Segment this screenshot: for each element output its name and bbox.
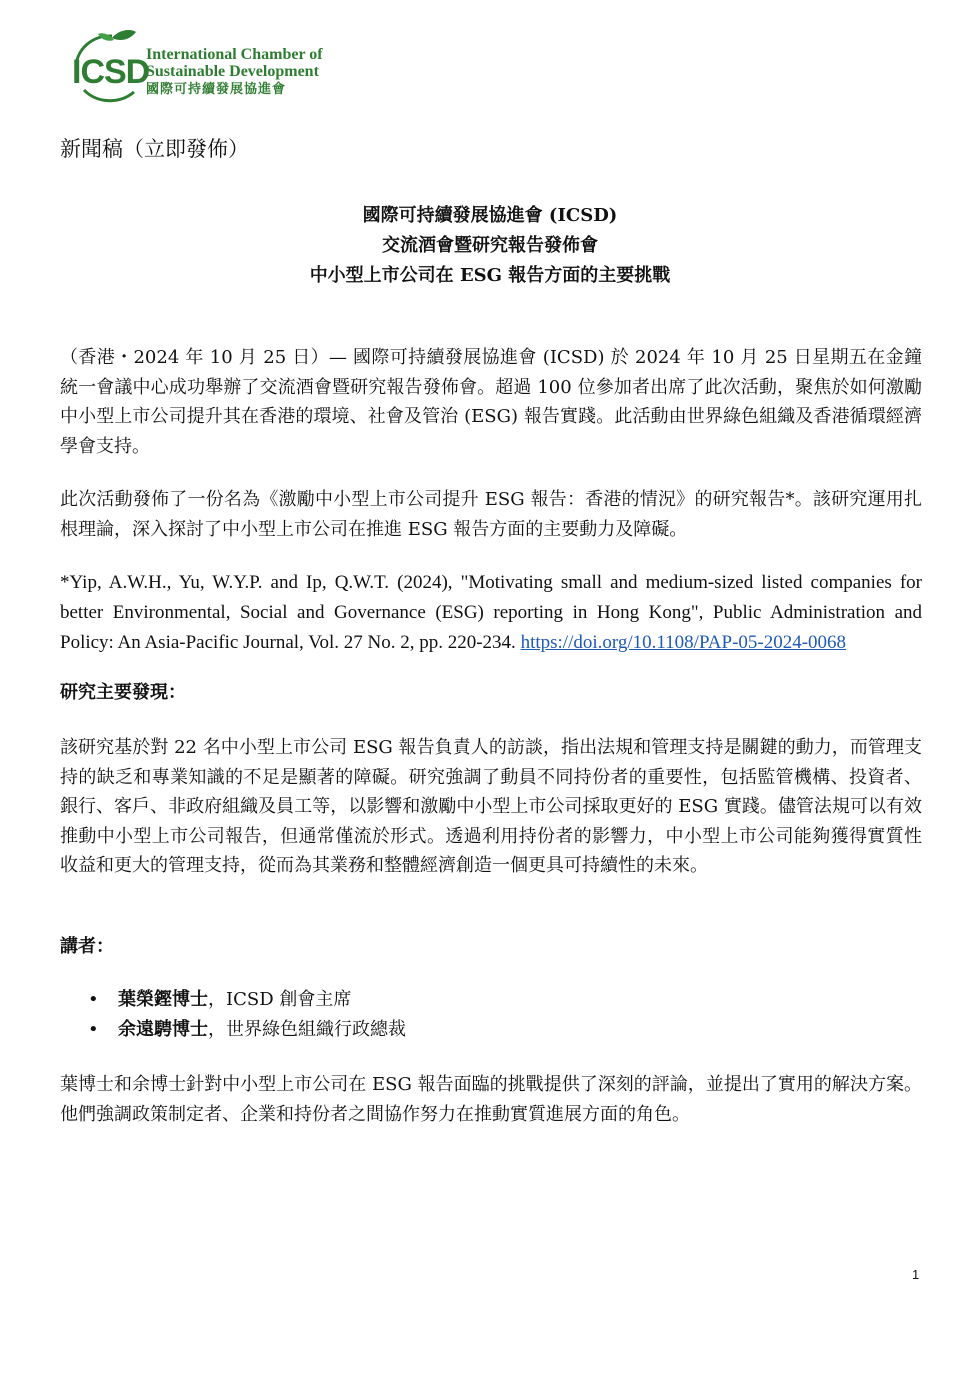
page-number: 1 [912, 1267, 920, 1282]
logo-name-en-line1: International Chamber of [146, 46, 323, 63]
list-item [84, 985, 406, 1015]
bullet-icon: • [88, 989, 99, 1010]
title-topic: 中小型上市公司在 ESG 報告方面的主要挑戰 [309, 265, 671, 286]
press-release-label: 新聞稿（立即發佈） [60, 137, 249, 161]
speaker-role: ，世界綠色組織行政總裁 [208, 1019, 406, 1040]
findings-paragraph: 該研究基於對 22 名中小型上市公司 ESG 報告負責人的訪談，指出法規和管理支持是關鍵的動力，而管理支持的缺乏和專業知識的不足是顯著的障礙。研究強調了動員不同持份者的重要性，包括監管機構、投資者、銀行、客戶、非政府組織及員工等，以影響和激勵中小型上市公司採取更好的 ESG 實踐。儘管法規可以有效推動中小型上市公司報告，但通常僅流於形式。透過利用持份者的影響力，中小型上市公司能夠獲得實質性收益和更大的管理支持，從而為其業務和整體經濟創造一個更具可持續性的未來。 [60, 737, 922, 876]
citation-paragraph [60, 568, 922, 658]
speaker-role: ，ICSD 創會主席 [208, 989, 352, 1010]
report-paragraph: 此次活動發佈了一份名為《激勵中小型上市公司提升 ESG 報告：香港的情況》的研究報告*。該研究運用扎根理論，深入探討了中小型上市公司在推進 ESG 報告方面的主要動力及障礙。 [60, 489, 922, 540]
speakers-list [84, 985, 406, 1045]
title-block [60, 201, 920, 291]
logo-name-zh: 國際可持續發展協進會 [146, 81, 287, 96]
title-event: 交流酒會暨研究報告發佈會 [382, 235, 598, 256]
citation-text: *Yip, A.W.H., Yu, W.Y.P. and Ip, Q.W.T. (2024), "Motivating small and medium-sized listed companies for better Environmental, Social and Governance (ESG) reporting in Hong Kong", Public Administration and Policy: An Asia-Pacific Journal, Vol. 27 No. 2, pp. 220-234. [60, 572, 922, 653]
doi-link[interactable]: https://doi.org/10.1108/PAP-05-2024-0068 [520, 632, 847, 653]
speaker-name: 葉榮鏗博士 [118, 989, 208, 1010]
list-item [84, 1015, 406, 1045]
title-organization: 國際可持續發展協進會 (ICSD) [362, 205, 618, 226]
intro-paragraph: （香港・2024 年 10 月 25 日）— 國際可持續發展協進會 (ICSD) 於 2024 年 10 月 25 日星期五在金鐘統一會議中心成功舉辦了交流酒會暨研究報告發佈會。超過 100 位參加者出席了此次活動，聚焦於如何激勵中小型上市公司提升其在香港的環境、社會及管治 (ESG) 報告實踐。此活動由世界綠色組織及香港循環經濟學會支持。 [60, 347, 922, 457]
logo-mark: ICSD [72, 53, 150, 91]
bullet-icon: • [88, 1019, 99, 1040]
speakers-heading: 講者： [60, 936, 114, 957]
findings-heading: 研究主要發現： [60, 682, 186, 703]
speaker-name: 余遠騁博士 [118, 1019, 208, 1040]
closing-paragraph: 葉博士和余博士針對中小型上市公司在 ESG 報告面臨的挑戰提供了深刻的評論，並提出了實用的解決方案。他們強調政策制定者、企業和持份者之間協作努力在推動實質進展方面的角色。 [60, 1074, 922, 1125]
logo-name-en-line2: Sustainable Development [146, 63, 319, 80]
icsd-logo [72, 28, 372, 104]
